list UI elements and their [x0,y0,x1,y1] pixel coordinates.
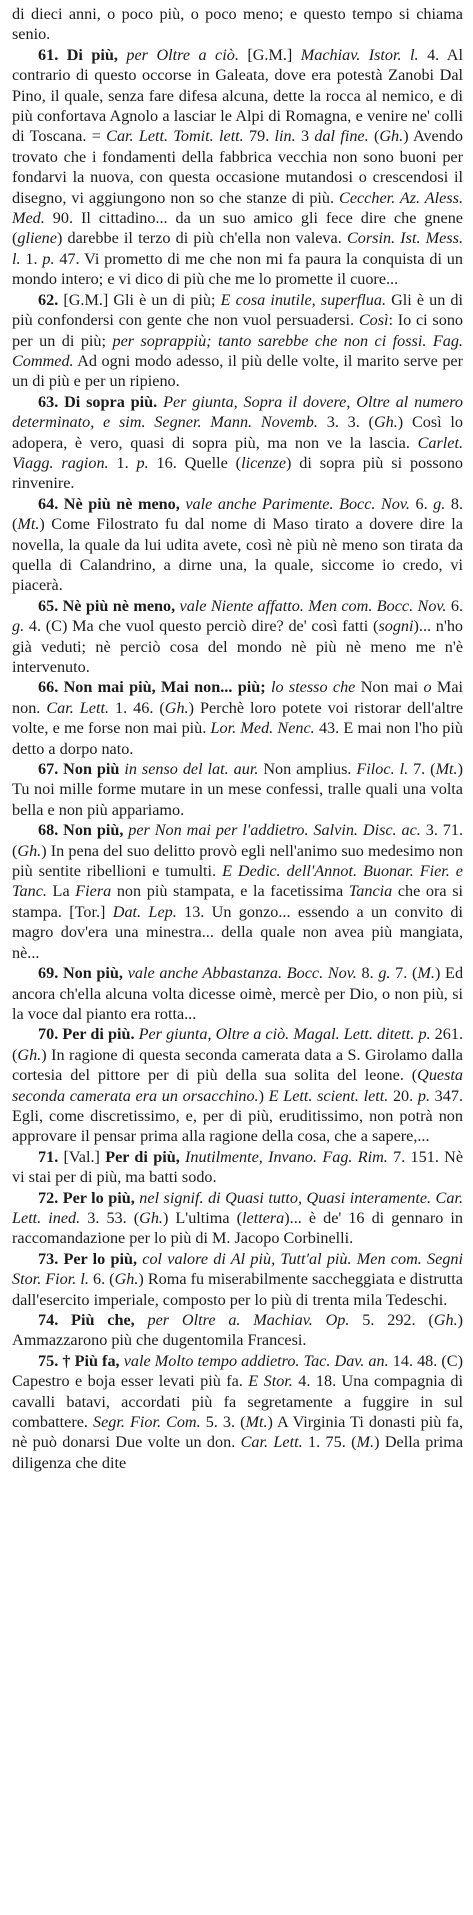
text-run: 14. 48. (C) Capestro e boja esser levati più fa. [12,1351,463,1391]
dictionary-entry [12,1310,463,1351]
italic-text: Gh. [139,1208,163,1227]
entry-number: 67. [38,760,59,779]
italic-text: E Stor. [248,1372,293,1391]
entry-headword: Non mai più, Mai non... più; [58,678,271,697]
text-run: ) [258,1086,269,1105]
italic-text: g. [433,494,446,513]
entry-headword: † Più fa, [58,1351,124,1370]
italic-text: gliene [17,229,57,248]
text-run: ) di sopra più si possono rinvenire. [12,453,464,493]
text-run: non più stampata, e la facetissima [111,882,349,901]
text-run: 3. 3. ( [317,413,374,432]
dictionary-entry [12,45,463,290]
text-run: 4. (C) Ma che vuol questo perciò dire? de' così fatti ( [24,617,379,636]
italic-text: E cosa inutile, superflua. [220,290,387,309]
entry-number: 72. [38,1188,59,1207]
text-run: ) Roma fu miserabilmente saccheggiata e distrutta dall'esercito imperiale, composto per lo più di trenta mila Tedeschi. [12,1270,463,1309]
entry-headword: Non più [58,760,125,779]
entry-headword: Non più, [58,964,128,983]
text-run: 8. ( [12,494,463,534]
entry-headword: Di più, [58,45,127,64]
entry-number: 64. [38,494,59,513]
text-run: ) L'ultima ( [162,1208,243,1227]
text-run: ) Tu noi mille forme mutare in un mese confessi, tralle quali una volta bella e non più appariamo. [12,760,463,819]
italic-text: Per giunta, Oltre a ciò. Magal. Lett. ditett. p. [138,1025,431,1044]
italic-text: M. [356,1433,375,1452]
text-run: 90. Il cittadino... da un suo amico gli fece dire che gnene ( [12,209,463,248]
text-run: 5. 3. ( [200,1413,246,1432]
italic-text: g. [12,617,25,636]
italic-text: lo stesso che [270,678,356,697]
italic-text: M. [417,964,435,983]
italic-text: Gh. [433,1311,458,1329]
text-run: ( [368,127,380,146]
italic-text: in senso del lat. aur. [124,760,259,779]
italic-text: p. [42,249,55,268]
entry-headword: Più che, [58,1311,148,1329]
text-run: ) In ragione di questa seconda camerata data a S. Girolamo dalla cortesia del pittore per di più della sua solita del leone. ( [12,1045,463,1085]
entry-number: 66. [38,678,59,697]
italic-text: Gh. [379,127,404,146]
italic-text: Car. Lett. [240,1433,303,1452]
dictionary-entry [12,1188,463,1249]
entry-number: 69. [38,964,59,983]
italic-text: Gh. [164,698,189,717]
italic-text: Segr. Fior. Com. [93,1413,201,1432]
italic-text: Per giunta, Sopra il dovere, Oltre al numero determinato, e sim. Segner. Mann. Novemb. [12,392,463,432]
italic-text: Questa seconda camerata era un orsacchino. [12,1066,463,1105]
entry-number: 70. [38,1025,59,1044]
text-run: 43. E mai non l'ho più detto a dorpo nato. [12,719,463,758]
italic-text: Machiav. Istor. l. [300,45,419,64]
text-run: 1. [108,453,137,472]
dictionary-entry [12,494,463,596]
text-run: 5. 292. ( [349,1311,434,1329]
italic-text: Gh. [17,841,42,860]
entry-headword: Non più, [58,821,129,840]
text-run: ) Così lo adopera, è vero, quasi di sopra più, ma non ve la lascia. [12,413,463,452]
text-run: 4. 18. Una compagnia di cavalli batavi, accordati più fa segretamente a fuggire in sul combattere. [12,1372,464,1432]
entry-headword: Per lo più, [58,1188,140,1207]
entry-number: 75. [38,1351,59,1370]
italic-text: vale anche Parimente. Bocc. Nov. [185,494,410,513]
italic-text: vale Niente affatto. Men com. Bocc. Nov. [179,596,447,615]
text-run: ) Ed ancora ch'ella alcuna volta dicesse oimè, mercè per Dio, o non più, si la voce dal pianto era rotta... [12,964,464,1023]
text-run: Mai non. [12,678,463,717]
italic-text: Così [358,311,389,330]
text-run: [G.M.] Gli è un di più; [58,290,221,309]
text-run: Non amplius. [258,760,357,779]
italic-text: E Lett. scient. lett. [268,1086,389,1105]
text-run: 7. ( [408,760,436,779]
entry-headword: Nè più nè meno, [58,494,186,513]
text-run: )... n'ho già veduti; nè perciò cosa del mondo nè più nè meno me n'è intervenuto. [12,617,464,676]
text-run: Non mai [355,678,424,697]
text-run: 1. [20,249,43,268]
entry-headword: Per di più, [105,1147,186,1166]
dictionary-entry [12,963,463,1024]
italic-text: Gh. [114,1270,139,1289]
dictionary-entry [12,596,463,678]
italic-text: Inutilmente, Invano. Fag. Rim. [185,1147,388,1166]
italic-text: Dat. Lep. [112,902,177,921]
entry-number: 62. [38,290,59,309]
italic-text: E Dedic. dell'Annot. Buonar. Fier. e Tanc. [12,862,463,901]
italic-text: nel signif. di Quasi tutto, Quasi interamente. Car. Lett. ined. [12,1188,463,1227]
text-run: [G.M.] [238,45,301,64]
italic-text: sogni [378,617,414,636]
text-run: 3. 53. ( [80,1208,140,1227]
text-run: ) A Virginia Ti donasti più fa, nè può donarsi Due volte un don. [12,1413,464,1452]
italic-text: per soprappiù; tanto sarebbe che non ci fossi. Fag. Commed. [12,331,463,370]
text-run: 1. 46. ( [109,698,165,717]
text-run: 6. [446,596,463,615]
italic-text: p. [136,453,149,472]
italic-text: lin. [274,127,296,146]
text-run: 13. Un gonzo... essendo a un convito di magro dov'era una minestra... della quale non avea più mangiata, nè... [12,902,463,962]
text-run: 4. Al contrario di questo occorse in Galeata, dove era potestà Zanobi Dal Pino, il quale, senza fare difesa alcuna, dette la rocca al nemico, e di più confortava Agnolo a lasciar le Alpi di Romagna, e venire ne' colli di Toscana. = [12,45,463,146]
text-run: 347. Egli, come discretissimo, e, per di più, eruditissimo, non potrà non approvare il pensar prima alla ragione della cosa, che a sapere,... [12,1086,464,1146]
text-run: : Io ci sono per un di più; [12,311,464,350]
text-run: ) Avendo trovato che i fondamenti della fabbrica vecchia non sono buoni per fondarvi la nuova, con questa occasione mutandosi o crescendosi il disegno, vi aggiungono non so che stanze di più. [12,127,464,207]
dictionary-entry [12,820,463,963]
italic-text: vale Molto tempo addietro. Tac. Dav. an. [123,1351,389,1370]
italic-text: col valore di Al più, Tutt'al più. Men com. Segni Stor. Fior. l. [12,1249,464,1289]
italic-text: per Oltre a ciò. [126,45,239,64]
italic-text: Fiera [75,882,112,901]
italic-text: o [423,678,432,697]
italic-text: Gh. [373,413,398,432]
italic-text: Corsin. Ist. Mess. l. [12,229,463,268]
continued-paragraph [12,4,463,45]
text-run: di dieci anni, o poco più, o poco meno; e questo tempo si chiama senio. [12,5,463,44]
text-run: ) Ammazzarono più che dugentomila Francesi. [12,1311,464,1350]
text-run: 16. Quelle ( [148,453,242,472]
entry-number: 71. [38,1147,59,1166]
entry-number: 74. [38,1311,59,1329]
entry-number: 73. [38,1249,59,1268]
entry-headword: Di sopra più. [58,392,164,411]
italic-text: Ceccher. Az. Aless. Med. [12,188,463,228]
italic-text: Gh. [17,1045,42,1064]
text-run: 3 [295,127,315,146]
text-run: ) darebbe il terzo di più ch'ella non valeva. [56,229,347,248]
italic-text: p. [417,1086,431,1105]
text-run: Ad ogni modo adesso, il più delle volte, il marito serve per un di più e per un ripieno. [12,351,463,391]
text-run: ) Come Filostrato fu dal nome di Maso tirato a dovere dire la novella, la quale da lui udita avete, così nè più nè meno son tirata da quella di Calandrino, a dirne una, la quale, siccome io credo, vi piacerà. [12,515,463,595]
text-run: 79. [243,127,275,146]
italic-text: dal fine. [314,127,369,146]
text-run: 8. [356,964,379,983]
text-run: 47. Vi prometto di me che non mi fa paura la conquista di un mondo intero; e vi dico di più che me lo promette il cuore... [12,249,463,289]
italic-text: Mt. [245,1413,268,1432]
entry-number: 68. [38,821,59,840]
italic-text: Car. Lett. Tomit. lett. [106,127,244,146]
entry-headword: Nè più nè meno, [58,596,180,615]
italic-text: Tancia [348,882,393,901]
entry-headword: Per di più. [58,1025,139,1044]
text-run: Gli è un di più confondersi con gente che non vuol persuadersi. [12,290,463,330]
dictionary-entry [12,1024,463,1146]
dictionary-entry [12,290,463,392]
italic-text: Carlet. Viagg. ragion. [12,433,463,472]
dictionary-entry [12,1147,463,1188]
italic-text: Filoc. l. [356,760,409,779]
text-run: 261. ( [12,1025,464,1064]
text-run: 6. [409,494,434,513]
italic-text: per Non mai per l'addietro. Salvin. Disc. ac. [128,821,421,840]
italic-text: licenze [241,453,287,472]
dictionary-entry [12,759,463,820]
dictionary-entry [12,1249,463,1310]
italic-text: Mt. [17,515,40,534]
entry-headword: Per lo più, [58,1249,143,1268]
text-run: )... è de' 16 di gennaro in raccomandazione per lo più di M. Jacopo Corbinelli. [12,1208,463,1248]
text-run: 3. 71. ( [12,821,464,860]
dictionary-entry [12,1351,463,1473]
italic-text: per Oltre a. Machiav. Op. [147,1311,350,1329]
entry-number: 63. [38,392,59,411]
text-run: che ora si stampa. [Tor.] [12,882,464,921]
dictionary-entry [12,677,463,759]
entry-number: 65. [38,596,59,615]
italic-text: Mt. [435,760,458,779]
text-run: 1. 75. ( [302,1433,357,1452]
text-run: ) In pena del suo delitto provò egli nell'animo suo medesimo non più sentite ribellioni e tumulti. [12,841,463,881]
text-run: 6. ( [88,1270,115,1289]
dictionary-entry [12,392,463,494]
italic-text: lettera [242,1208,285,1227]
text-run: La [46,882,76,901]
text-run: ) Della prima diligenza che dite [12,1433,464,1472]
italic-text: vale anche Abbastanza. Bocc. Nov. [127,964,357,983]
text-run: [Val.] [58,1147,106,1166]
text-run: ) Perchè loro potete voi ristorar dell'altre volte, e me forse non mai più. [12,698,464,738]
text-run: 20. [388,1086,418,1105]
text-run: 7. ( [390,964,418,983]
entry-number: 61. [38,45,59,64]
text-run: 7. 151. Nè vi stai per di più, ma batti sodo. [12,1147,464,1187]
italic-text: Car. Lett. [46,698,109,717]
italic-text: g. [378,964,391,983]
italic-text: Lor. Med. Nenc. [210,719,315,738]
